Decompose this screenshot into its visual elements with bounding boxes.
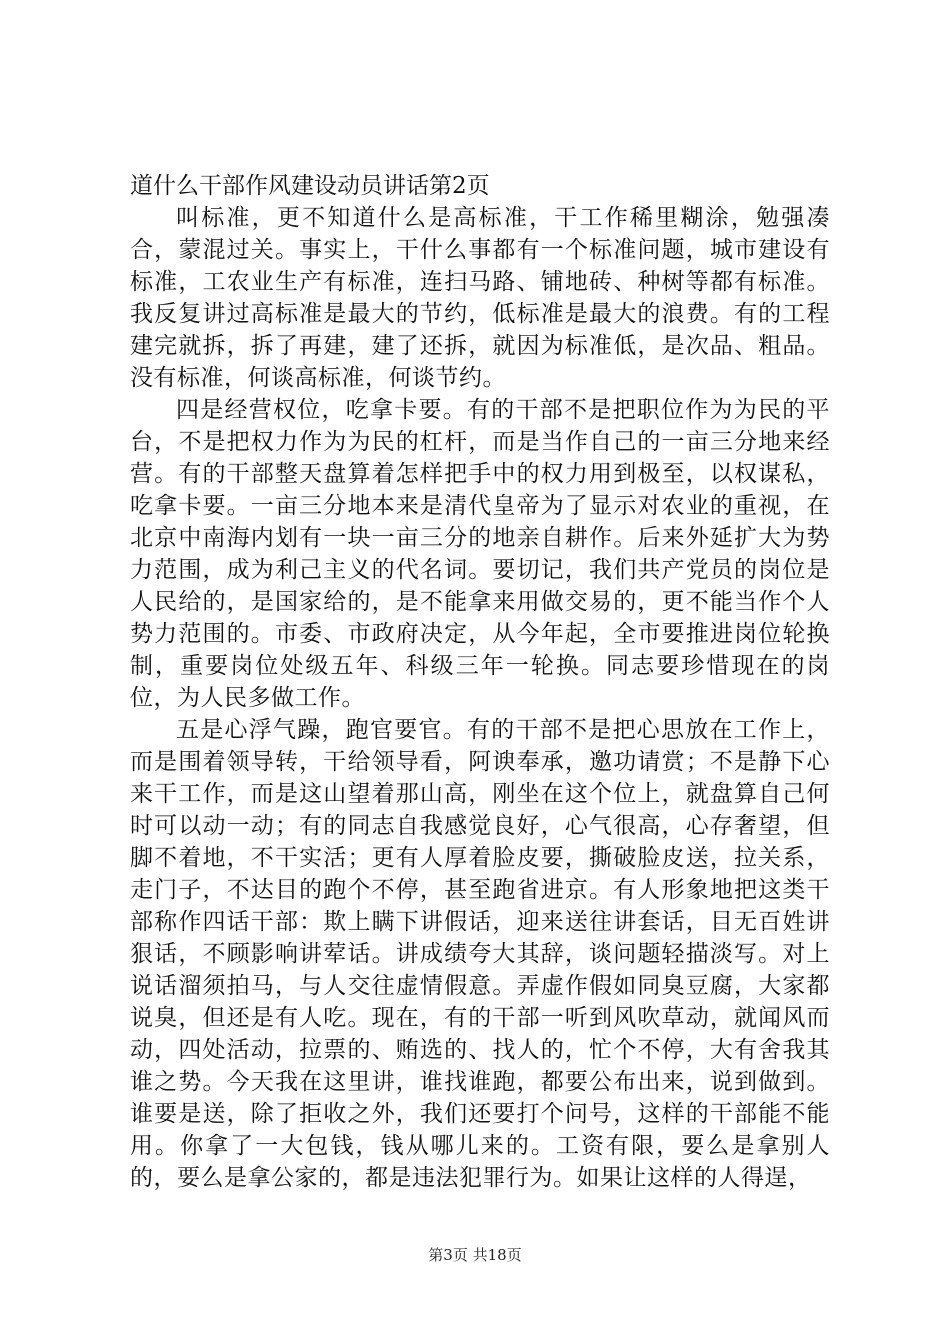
page-footer: 第3页 共18页 <box>428 1246 522 1264</box>
document-heading: 道什么干部作风建设动员讲话第2页 <box>130 173 490 199</box>
paragraph: 叫标准，更不知道什么是高标准，干工作稀里糊涂，勉强凑合，蒙混过关。事实上，干什么事都有一个标准问题，城市建设有标准，工农业生产有标准，连扫马路、铺地砖、种树等都有标准。我反复讲过高标准是最大的节约，低标准是最大的浪费。有的工程建完就拆，拆了再建，建了还拆，就因为标准低，是次品、粗品。没有标准，何谈高标准，何谈节约。 <box>130 205 830 391</box>
paragraph: 五是心浮气躁，跑官要官。有的干部不是把心思放在工作上，而是围着领导转，干给领导看，阿谀奉承，邀功请赏；不是静下心来干工作，而是这山望着那山高，刚坐在这个位上，就盘算自己何时可以动一动；有的同志自我感觉良好，心气很高，心存奢望，但脚不着地，不干实活；更有人厚着脸皮要，撕破脸皮送，拉关系，走门子，不达目的跑个不停，甚至跑省进京。有人形象地把这类干部称作四话干部：欺上瞒下讲假话，迎来送往讲套话，目无百姓讲狠话，不顾影响讲荤话。讲成绩夸大其辞，谈问题轻描淡写。对上说话溜须拍马，与人交往虚情假意。弄虚作假如同臭豆腐，大家都说臭，但还是有人吃。现在，有的干部一听到风吹草动，就闻风而动，四处活动，拉票的、贿选的、找人的，忙个不停，大有舍我其谁之势。今天我在这里讲，谁找谁跑，都要公布出来，说到做到。谁要是送，除了拒收之外，我们还要打个问号，这样的干部能不能用。你拿了一大包钱，钱从哪儿来的。工资有限，要么是拿别人的，要么是拿公家的，都是违法犯罪行为。如果让这样的人得逞， <box>130 717 830 1191</box>
document-body <box>130 170 830 1194</box>
paragraph: 四是经营权位，吃拿卡要。有的干部不是把职位作为为民的平台，不是把权力作为为民的杠杆，而是当作自己的一亩三分地来经营。有的干部整天盘算着怎样把手中的权力用到极至，以权谋私，吃拿卡要。一亩三分地本来是清代皇帝为了显示对农业的重视，在北京中南海内划有一块一亩三分的地亲自耕作。后来外延扩大为势力范围，成为利己主义的代名词。要切记，我们共产党员的岗位是人民给的，是国家给的，是不能拿来用做交易的，更不能当作个人势力范围的。市委、市政府决定，从今年起，全市要推进岗位轮换制，重要岗位处级五年、科级三年一轮换。同志要珍惜现在的岗位，为人民多做工作。 <box>130 397 830 711</box>
